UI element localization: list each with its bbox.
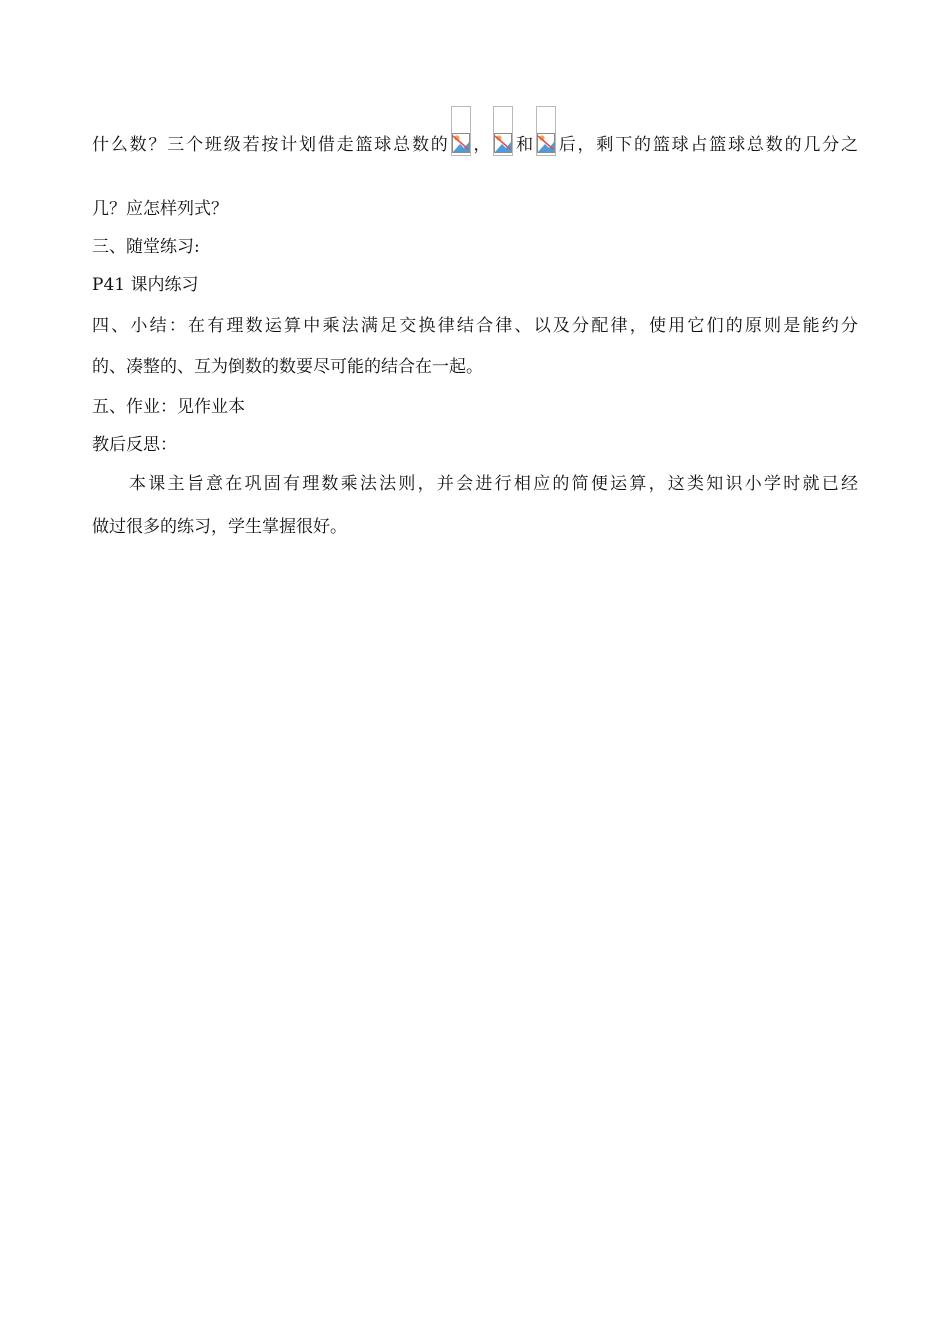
line-1-sep-and: 和 [514,135,535,155]
line-1-text-a: 什么数？三个班级若按计划借走篮球总数的 [92,135,450,155]
line-1-sep-comma: ， [471,135,493,155]
broken-image-icon [537,133,555,153]
fraction-image-2 [493,132,513,154]
fraction-image-3 [536,132,556,154]
summary-line-2: 的、凑整的、互为倒数的数要尽可能的结合在一起。 [92,357,483,377]
broken-image-icon [452,133,470,153]
section-heading-homework: 五、作业：见作业本 [92,397,245,417]
reflection-line-2: 做过很多的练习，学生掌握很好。 [92,517,347,537]
section-heading-reflection: 教后反思： [92,435,177,455]
paragraph-line-2: 几？应怎样列式？ [92,199,228,219]
section-heading-practice: 三、随堂练习: [92,237,200,257]
paragraph-line-1 [92,132,858,156]
summary-line-1: 四、小结：在有理数运算中乘法满足交换律结合律、以及分配律，使用它们的原则是能约分 [92,316,858,336]
broken-image-icon [494,133,512,153]
reflection-line-1: 本课主旨意在巩固有理数乘法法则，并会进行相应的简便运算，这类知识小学时就已经 [129,474,858,494]
line-1-text-b: 后，剩下的篮球占篮球总数的几分之 [556,135,859,155]
practice-reference: P41 课内练习 [92,275,199,295]
fraction-image-1 [451,132,471,154]
